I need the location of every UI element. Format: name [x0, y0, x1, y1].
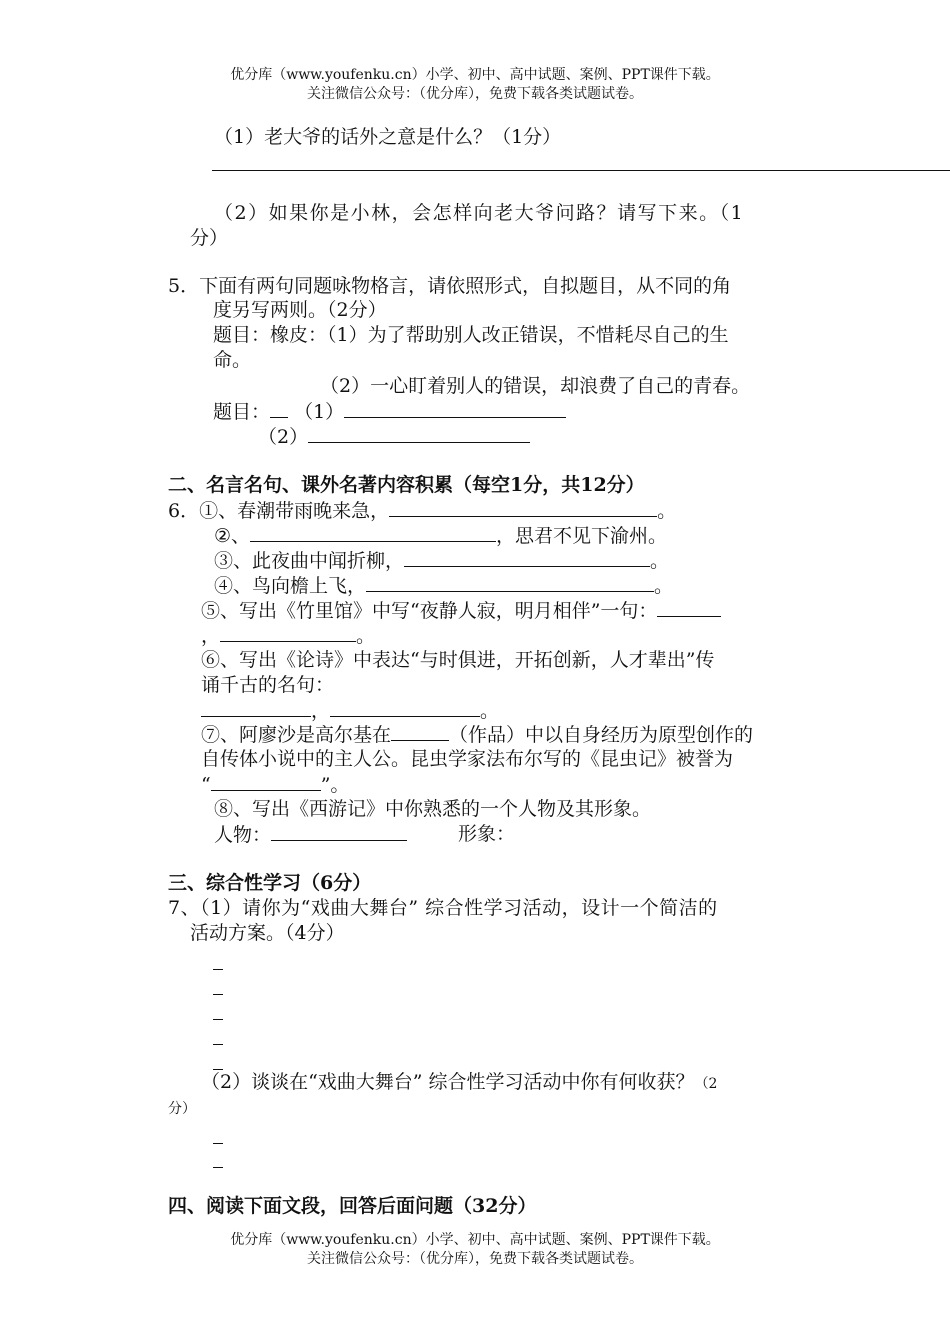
answer-blank[interactable] [389, 498, 657, 517]
answer-blank[interactable] [344, 399, 566, 418]
q5-topic-row-2 [258, 424, 530, 450]
answer-line [212, 170, 950, 171]
item-4: ④、鸟向檐上飞， 。 [214, 575, 674, 597]
answer-blank[interactable] [250, 523, 496, 542]
footer-line-1: 优分库（www.youfenku.cn）小学、初中、高中试题、案例、PPT课件下载。 [230, 1232, 720, 1248]
item-7-cont: 自传体小说中的主人公。昆虫学家法布尔写的《昆虫记》被誉为 [201, 748, 734, 770]
item-6-cont: 诵千古的名句： [201, 674, 335, 696]
answer-line[interactable] [213, 994, 223, 995]
answer-blank[interactable] [657, 598, 721, 617]
answer-line[interactable] [213, 969, 223, 970]
section-3-title: 三、综合性学习（6分） [168, 872, 372, 894]
item-5: ⑤、写出《竹里馆》中写“夜静人寂，明月相伴”一句： [201, 598, 721, 624]
answer-line[interactable] [213, 1019, 223, 1020]
answer-line[interactable] [213, 1143, 223, 1144]
q7-line1: 7、（1）请你为“戏曲大舞台” 综合性学习活动，设计一个简洁的 [168, 897, 718, 919]
topic-blank[interactable] [270, 399, 288, 418]
q5-line4: 命。 [213, 349, 252, 371]
item-7-blank: “ ”。 [201, 774, 350, 796]
q7-sub2-cont: 分） [168, 1101, 196, 1117]
item-2: ②、 ，思君不见下渝州。 [214, 525, 668, 547]
section-2-title: 二、名言名句、课外名著内容积累（每空1分，共12分） [168, 474, 645, 496]
q5-line1: 5．下面有两句同题咏物格言，请依照形式，自拟题目，从不同的角 [168, 275, 732, 297]
answer-blank[interactable] [366, 573, 654, 592]
q5-topic-row [213, 399, 566, 425]
footer-line-2: 关注微信公众号：（优分库），免费下载各类试题试卷。 [307, 1251, 643, 1267]
header-line-1: 优分库（www.youfenku.cn）小学、初中、高中试题、案例、PPT课件下载。 [230, 67, 720, 83]
header-line-2: 关注微信公众号：（优分库），免费下载各类试题试卷。 [307, 86, 643, 102]
answer-blank[interactable] [308, 424, 530, 443]
q7-sub2: （2）谈谈在“戏曲大舞台” 综合性学习活动中你有何收获？（2 [201, 1071, 718, 1093]
item-6: ⑥、写出《论诗》中表达“与时俱进，开拓创新，人才辈出”传 [201, 649, 715, 671]
q4-sub2: （2）如果你是小林，会怎样向老大爷问路？请写下来。（1 [214, 202, 745, 224]
q7-line2: 活动方案。（4分） [190, 922, 345, 944]
topic-num-1: （1） [294, 401, 345, 423]
answer-line[interactable] [213, 1167, 223, 1168]
item-7: ⑦、阿廖沙是高尔基在 （作品）中以自身经历为原型创作的 [201, 724, 754, 746]
q4-sub2-cont: 分） [190, 227, 229, 249]
answer-blank[interactable] [330, 698, 480, 717]
answer-blank[interactable] [391, 722, 449, 741]
item-8-image: 形象： [458, 823, 516, 845]
item-6-blanks: ， 。 [201, 698, 499, 724]
item-5-cont: ， 。 [201, 625, 376, 647]
answer-blank[interactable] [271, 822, 407, 841]
topic-num-2: （2） [258, 426, 309, 448]
section-4-title: 四、阅读下面文段，回答后面问题（32分） [168, 1195, 537, 1217]
topic-label: 题目： [213, 401, 271, 423]
q5-line2: 度另写两则。（2分） [213, 299, 387, 321]
answer-blank[interactable] [404, 548, 650, 567]
item-3: ③、此夜曲中闻折柳， 。 [214, 550, 670, 572]
item-8: ⑧、写出《西游记》中你熟悉的一个人物及其形象。 [214, 798, 652, 820]
answer-blank[interactable] [220, 623, 356, 642]
answer-blank[interactable] [211, 772, 321, 791]
q5-line5: （2）一心盯着别人的错误，却浪费了自己的青春。 [320, 375, 751, 397]
item-8-person: 人物： [214, 822, 407, 848]
item-1: 6．①、春潮带雨晚来急， 。 [168, 500, 677, 522]
q5-line3: 题目：橡皮：（1）为了帮助别人改正错误，不惜耗尽自己的生 [213, 324, 729, 346]
q4-sub1: （1）老大爷的话外之意是什么？（1分） [214, 126, 562, 148]
answer-blank[interactable] [201, 698, 311, 717]
answer-line[interactable] [213, 1044, 223, 1045]
